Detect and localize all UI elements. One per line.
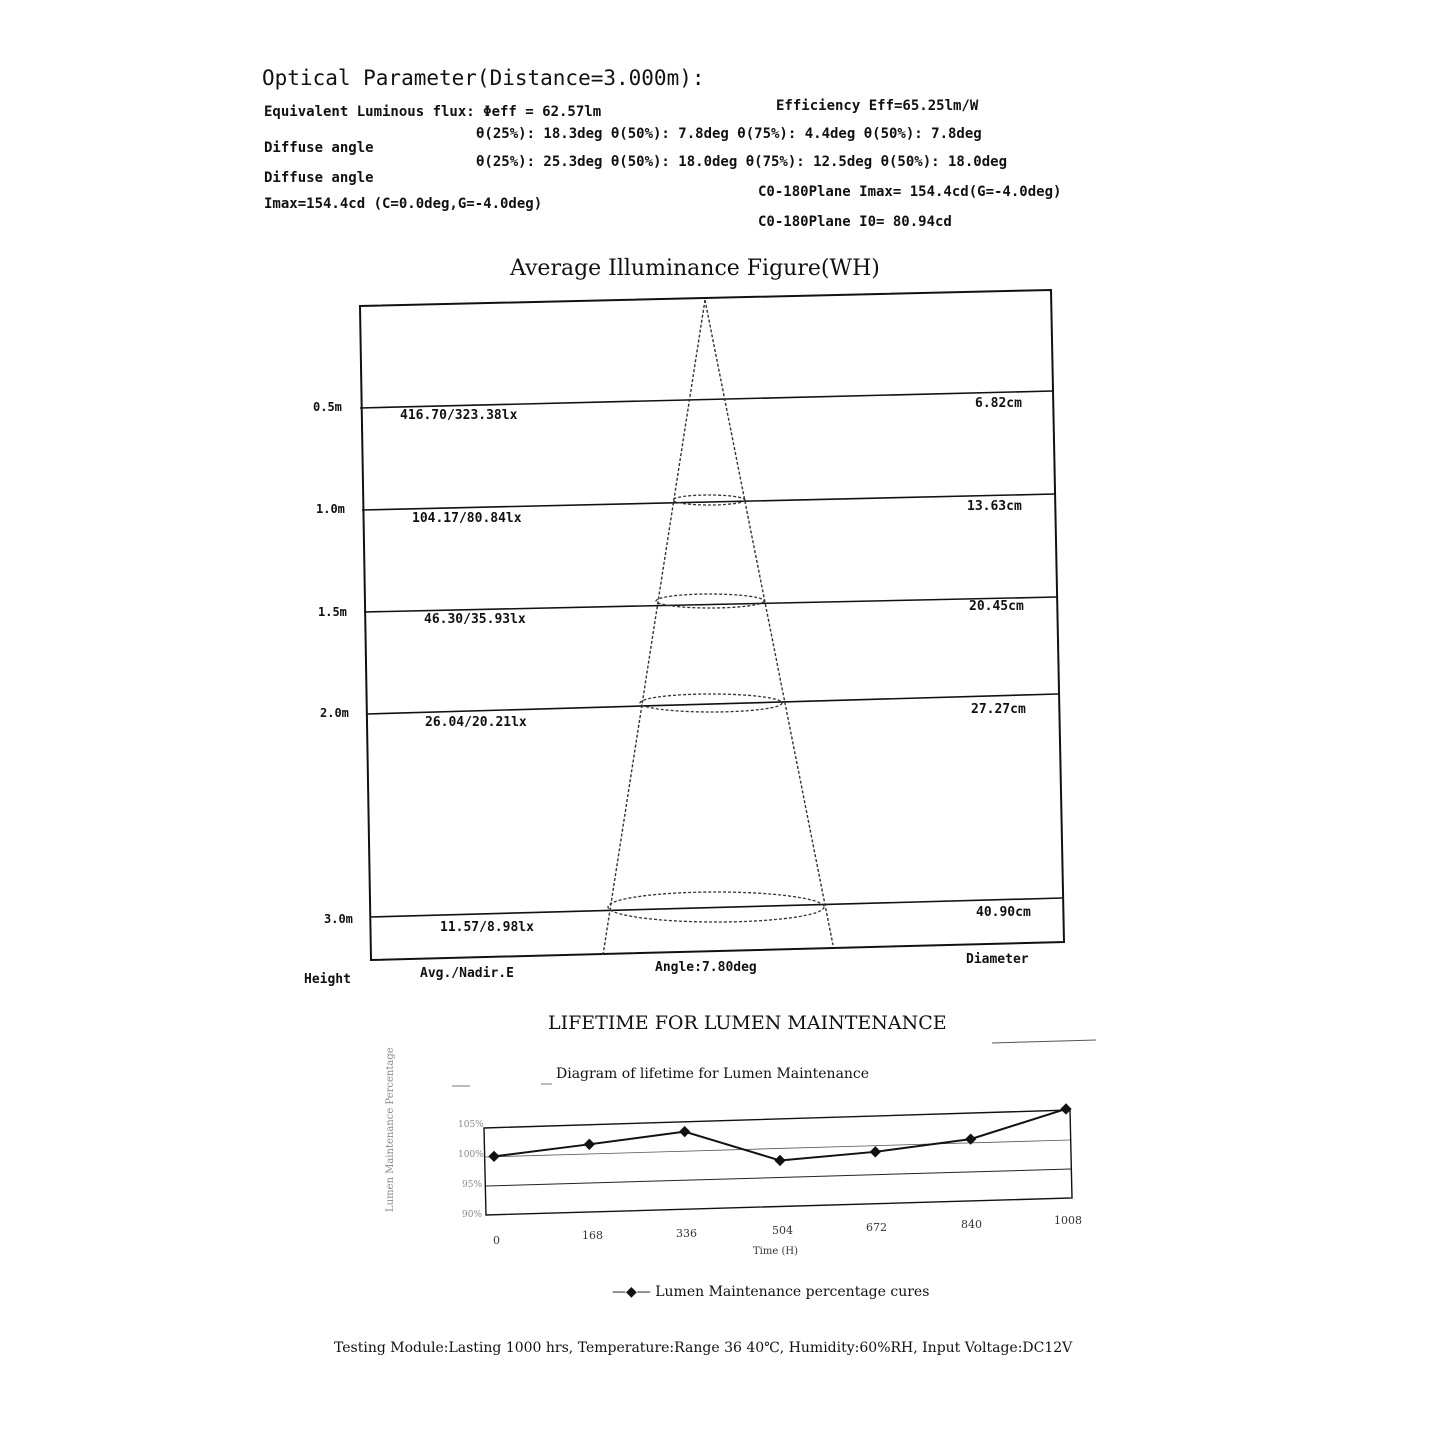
height-label-3: 2.0m: [320, 706, 349, 720]
diameter-0: 6.82cm: [975, 396, 1022, 411]
legend-label: Lumen Maintenance percentage cures: [655, 1284, 930, 1300]
diameter-4: 40.90cm: [976, 905, 1031, 920]
testing-conditions: Testing Module:Lasting 1000 hrs, Temperature:Range 36 40℃, Humidity:60%RH, Input Voltage:DC12V: [334, 1340, 1073, 1356]
height-label-2: 1.5m: [318, 605, 347, 619]
data-point-672: [870, 1146, 881, 1157]
avg-value-3: 26.04/20.21lx: [425, 715, 527, 730]
avg-value-4: 11.57/8.98lx: [440, 920, 534, 935]
y-tick-100: 100%: [458, 1150, 484, 1160]
plane-imax: C0-180Plane Imax= 154.4cd(G=-4.0deg): [758, 184, 1062, 200]
diameter-2: 20.45cm: [969, 599, 1024, 614]
footer-diameter: Diameter: [966, 952, 1029, 967]
gridline-100: [485, 1140, 1070, 1157]
x-tick-336: 336: [676, 1227, 697, 1240]
height-label-1: 1.0m: [316, 502, 345, 516]
x-tick-504: 504: [772, 1224, 793, 1237]
x-tick-0: 0: [493, 1234, 500, 1247]
data-point-168: [584, 1139, 595, 1150]
y-axis-label: Lumen Maintenance Percentage: [385, 1047, 396, 1212]
data-point-504: [774, 1155, 785, 1166]
y-tick-95: 95%: [462, 1180, 483, 1190]
x-tick-840: 840: [961, 1218, 982, 1231]
y-tick-90: 90%: [462, 1210, 483, 1220]
data-point-0: [488, 1151, 499, 1162]
chart-legend: [612, 1284, 929, 1300]
lifetime-subtitle: Diagram of lifetime for Lumen Maintenance: [556, 1066, 870, 1082]
lifetime-title: LIFETIME FOR LUMEN MAINTENANCE: [548, 1012, 947, 1034]
data-point-336: [679, 1126, 690, 1137]
footer-avg-nadir: Avg./Nadir.E: [420, 966, 514, 981]
avg-value-0: 416.70/323.38lx: [400, 408, 518, 423]
diameter-1: 13.63cm: [967, 499, 1022, 514]
efficiency: Efficiency Eff=65.25lm/W: [776, 98, 979, 114]
y-tick-105: 105%: [458, 1120, 484, 1130]
diffuse-angle-label-1: Diffuse angle: [264, 140, 374, 156]
diffuse-angle-values-2: θ(25%): 25.3deg θ(50%): 18.0deg θ(75%): 12.5deg θ(50%): 18.0deg: [476, 154, 1008, 170]
plane-i0: C0-180Plane I0= 80.94cd: [758, 214, 952, 230]
optical-title: Optical Parameter(Distance=3.000m):: [262, 66, 705, 90]
height-label-4: 3.0m: [324, 912, 353, 926]
illuminance-title: Average Illuminance Figure(WH): [510, 256, 880, 281]
x-axis-label: Time (H): [753, 1246, 798, 1257]
luminous-flux: Equivalent Luminous flux: Φeff = 62.57lm: [264, 104, 602, 120]
avg-value-2: 46.30/35.93lx: [424, 612, 526, 627]
x-tick-672: 672: [866, 1221, 887, 1234]
height-label-0: 0.5m: [313, 400, 342, 414]
footer-angle: Angle:7.80deg: [655, 960, 757, 975]
x-tick-168: 168: [582, 1229, 603, 1242]
imax-line: Imax=154.4cd (C=0.0deg,G=-4.0deg): [264, 196, 543, 212]
avg-value-1: 104.17/80.84lx: [412, 511, 522, 526]
x-tick-1008: 1008: [1054, 1214, 1082, 1227]
diffuse-angle-label-2: Diffuse angle: [264, 170, 374, 186]
diameter-3: 27.27cm: [971, 702, 1026, 717]
series-line: [494, 1109, 1066, 1160]
legend-marker: —◆—: [612, 1284, 651, 1300]
diffuse-angle-values-1: θ(25%): 18.3deg θ(50%): 7.8deg θ(75%): 4.4deg θ(50%): 7.8deg: [476, 126, 982, 142]
gridline-95: [486, 1169, 1071, 1186]
footer-height: Height: [304, 972, 351, 987]
